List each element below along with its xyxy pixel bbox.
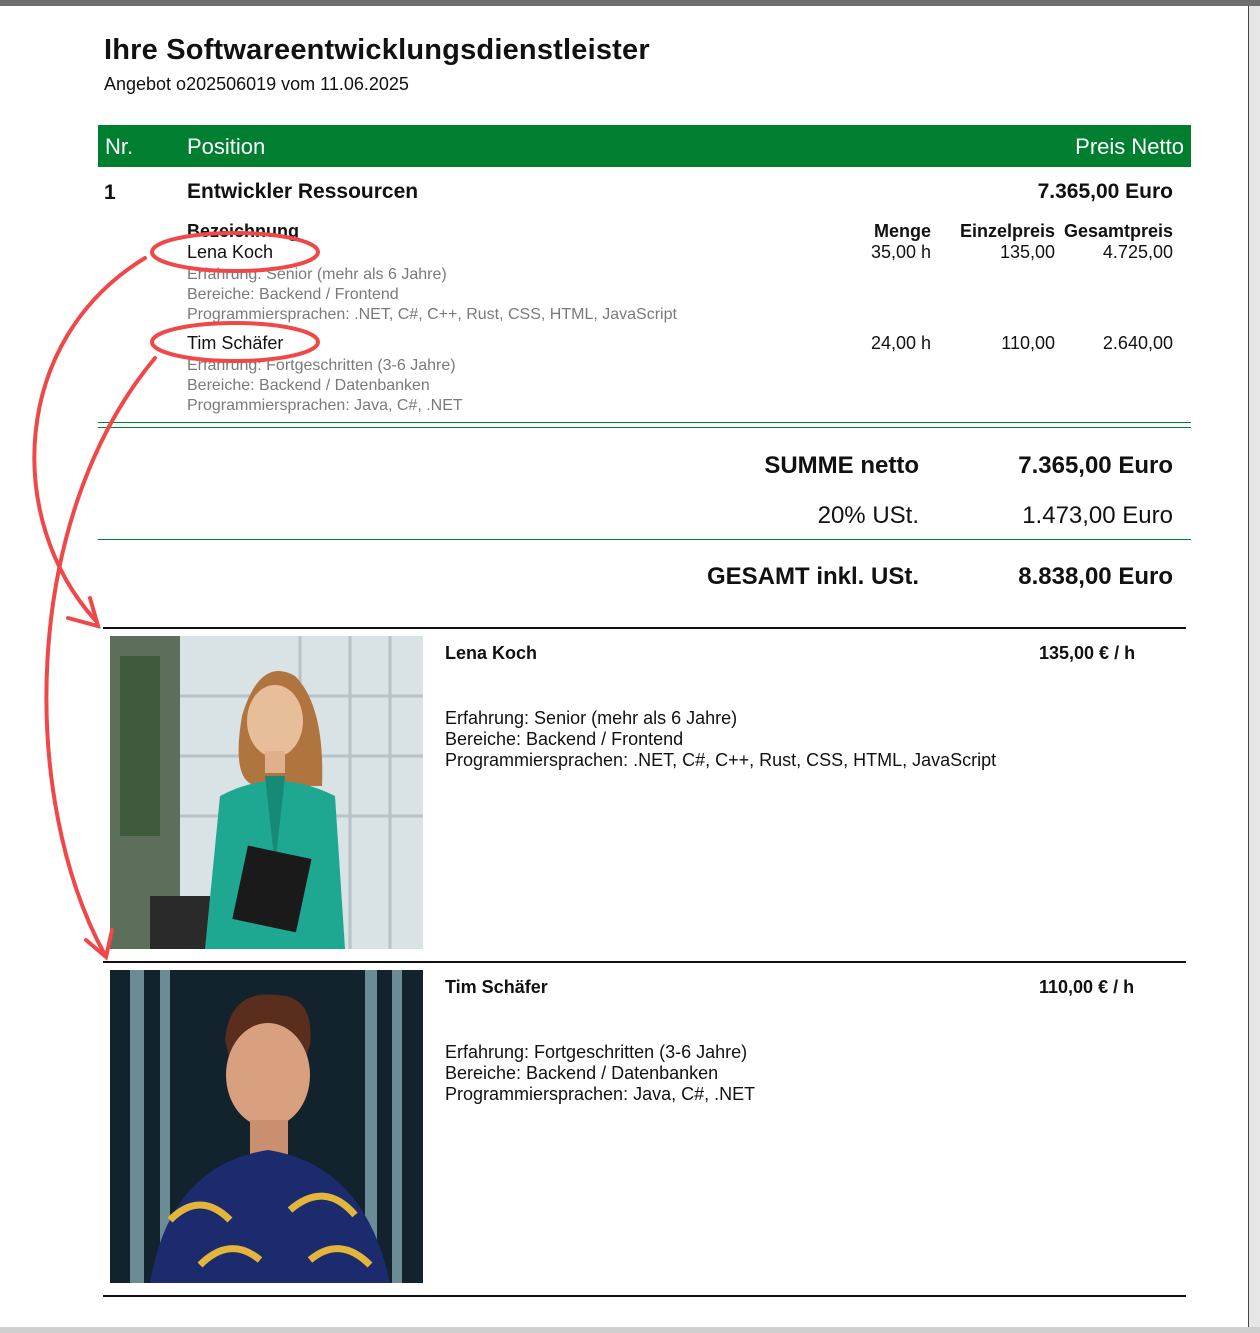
item-total: 7.365,00 Euro xyxy=(1037,180,1173,203)
divider xyxy=(98,539,1191,540)
profile-detail: Programmiersprachen: Java, C#, .NET xyxy=(445,1084,756,1104)
summe-value: 7.365,00 Euro xyxy=(1018,452,1173,479)
row-name-tim: Tim Schäfer xyxy=(187,333,284,353)
profile-detail: Bereiche: Backend / Datenbanken xyxy=(445,1063,719,1083)
page-title: Ihre Softwareentwicklungsdienstleister xyxy=(104,34,650,66)
row-menge: 35,00 h xyxy=(870,242,931,262)
row-detail: Programmiersprachen: .NET, C#, C++, Rust, CSS, HTML, JavaScript xyxy=(187,306,677,323)
profile-detail: Programmiersprachen: .NET, C#, C++, Rust, CSS, HTML, JavaScript xyxy=(445,750,997,770)
man-portrait-image xyxy=(110,970,423,1283)
subheader-menge: Menge xyxy=(873,221,931,241)
row-detail: Programmiersprachen: Java, C#, .NET xyxy=(187,397,463,414)
card-divider xyxy=(103,961,1186,963)
item-title: Entwickler Ressourcen xyxy=(187,180,419,203)
row-gesamtpreis: 2.640,00 xyxy=(1102,333,1173,353)
col-preis-header: Preis Netto xyxy=(1075,134,1184,159)
divider xyxy=(98,427,1191,428)
woman-portrait-image xyxy=(110,636,423,949)
gesamt-value: 8.838,00 Euro xyxy=(1018,563,1173,590)
profile-photo-tim xyxy=(110,970,423,1283)
subheader-bezeichnung: Bezeichnung xyxy=(187,221,300,241)
row-detail: Bereiche: Backend / Frontend xyxy=(187,286,399,303)
divider xyxy=(98,422,1191,423)
row-detail: Bereiche: Backend / Datenbanken xyxy=(187,377,430,394)
col-position-header: Position xyxy=(187,134,266,159)
summe-label: SUMME netto xyxy=(764,452,919,479)
row-einzelpreis: 135,00 xyxy=(999,242,1055,262)
profile-rate-lena: 135,00 € / h xyxy=(1039,643,1136,663)
ust-label: 20% USt. xyxy=(817,502,919,529)
profile-detail: Bereiche: Backend / Frontend xyxy=(445,729,684,749)
subheader-gesamtpreis: Gesamtpreis xyxy=(1063,221,1173,241)
subheader-einzelpreis: Einzelpreis xyxy=(959,221,1055,241)
offer-subtitle: Angebot o202506019 vom 11.06.2025 xyxy=(104,74,409,94)
gesamt-label: GESAMT inkl. USt. xyxy=(706,563,919,590)
profile-name-tim: Tim Schäfer xyxy=(445,977,548,997)
page-shadow xyxy=(1249,6,1260,1333)
col-nr-header: Nr. xyxy=(105,134,134,159)
ust-value: 1.473,00 Euro xyxy=(1022,502,1173,529)
profile-name-lena: Lena Koch xyxy=(445,643,538,663)
profile-detail: Erfahrung: Fortgeschritten (3-6 Jahre) xyxy=(445,1042,748,1062)
row-detail: Erfahrung: Senior (mehr als 6 Jahre) xyxy=(187,266,447,283)
page-shadow-bottom xyxy=(0,1327,1260,1333)
profile-rate-tim: 110,00 € / h xyxy=(1039,977,1135,997)
row-menge: 24,00 h xyxy=(870,333,931,353)
row-gesamtpreis: 4.725,00 xyxy=(1102,242,1173,262)
profile-detail: Erfahrung: Senior (mehr als 6 Jahre) xyxy=(445,708,738,728)
item-number: 1 xyxy=(104,181,116,204)
divider xyxy=(98,166,1191,167)
document-page xyxy=(0,6,1249,1327)
card-divider xyxy=(103,1295,1186,1297)
row-einzelpreis: 110,00 xyxy=(1001,333,1055,353)
card-divider xyxy=(103,627,1186,629)
table-header xyxy=(98,125,1191,167)
profile-photo-lena xyxy=(110,636,423,949)
row-detail: Erfahrung: Fortgeschritten (3-6 Jahre) xyxy=(187,357,456,374)
row-name-lena: Lena Koch xyxy=(187,242,274,262)
